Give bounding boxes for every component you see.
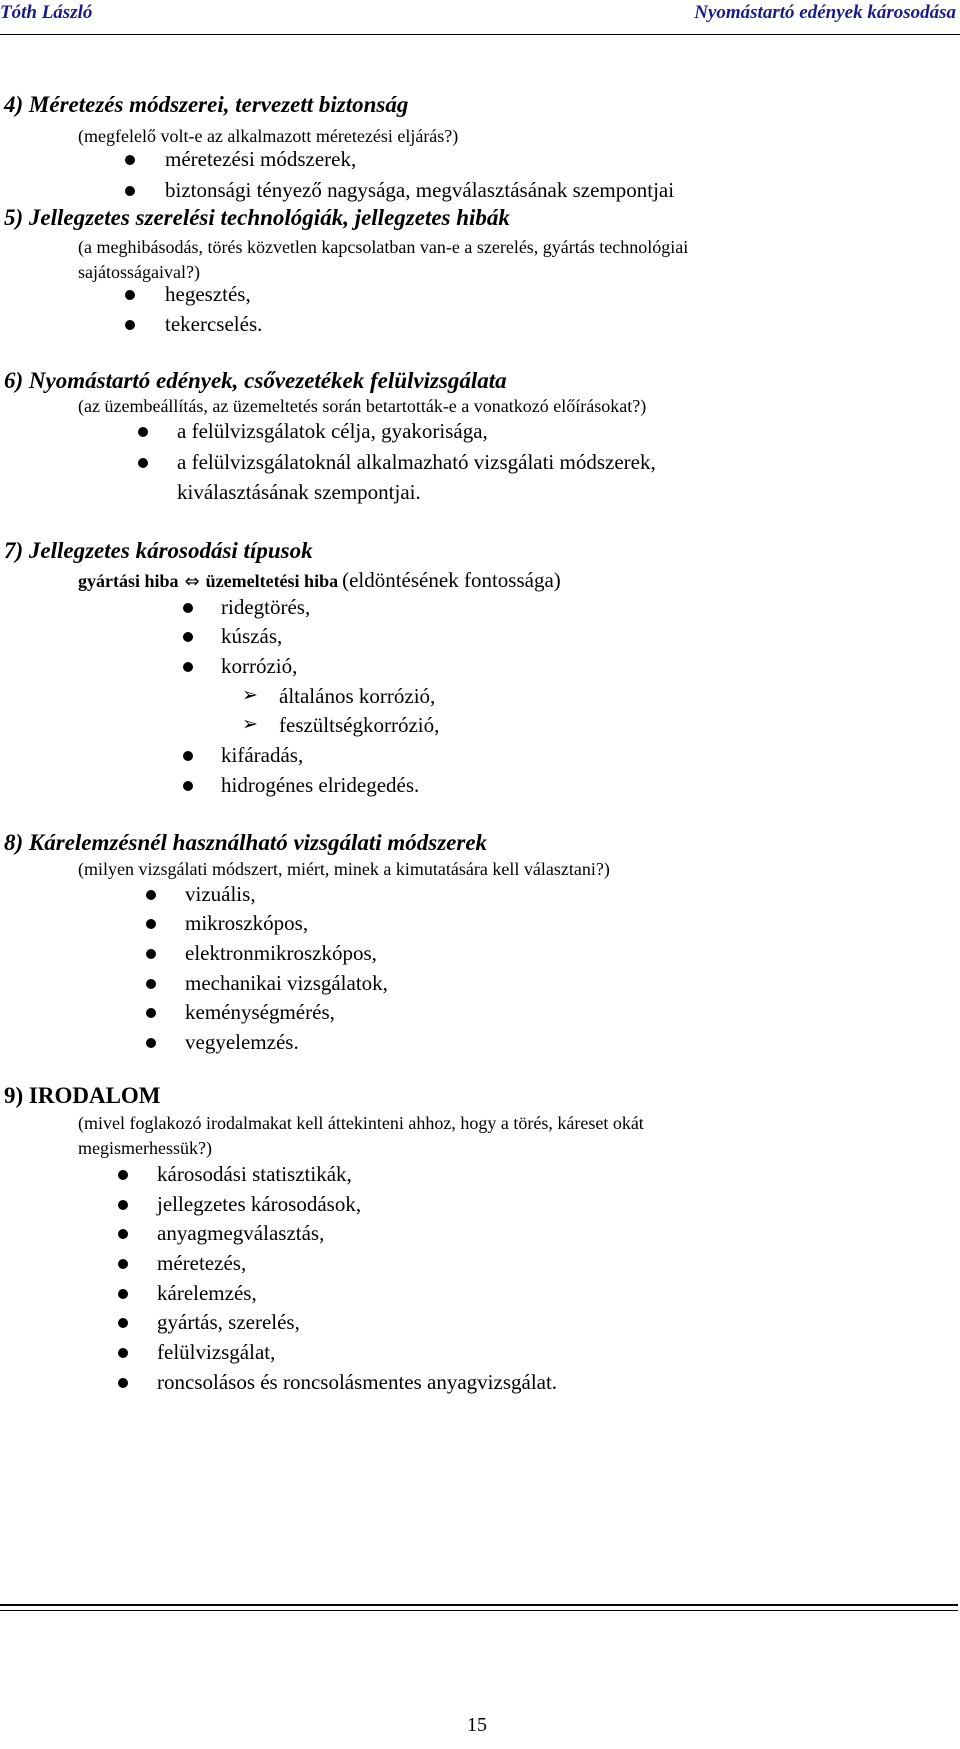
section-9-item: roncsolásos és roncsolásmentes anyagvizsgálat. — [157, 1370, 558, 1394]
section-9-item: anyagmegválasztás, — [157, 1221, 325, 1245]
section-9-item: károsodási statisztikák, — [157, 1162, 352, 1186]
section-4-item: méretezési módszerek, — [165, 147, 357, 171]
section-9-heading: 9) IRODALOM — [4, 1083, 161, 1108]
bullet-icon — [125, 186, 135, 196]
arrow-bullet-icon: ➢ — [242, 713, 258, 735]
section-8-item: mechanikai vizsgálatok, — [185, 971, 388, 995]
bullet-icon — [125, 155, 135, 165]
section-5-item: hegesztés, — [165, 282, 251, 306]
section-7-subitem: általános korrózió, — [279, 684, 436, 708]
operational-defect-label: üzemeltetési hiba — [205, 571, 339, 591]
section-7-subtitle — [78, 568, 561, 593]
section-5-note-line2: sajátosságaival?) — [78, 262, 200, 282]
section-7-item: hidrogénes elridegedés. — [221, 773, 420, 797]
arrow-bullet-icon: ➢ — [242, 684, 258, 706]
section-6-note: (az üzembeállítás, az üzemeltetés során betartották-e a vonatkozó előírásokat?) — [78, 396, 647, 416]
bullet-icon — [183, 781, 193, 791]
section-8-item: keménységmérés, — [185, 1000, 335, 1024]
section-4-heading: 4) Méretezés módszerei, tervezett biztonság — [4, 92, 409, 117]
page-number: 15 — [467, 1714, 487, 1736]
bullet-icon — [118, 1259, 128, 1269]
bullet-icon — [118, 1318, 128, 1328]
section-9-item: kárelemzés, — [157, 1281, 257, 1305]
section-8-note: (milyen vizsgálati módszert, miért, minek a kimutatására kell választani?) — [78, 859, 610, 879]
section-9-item: méretezés, — [157, 1251, 247, 1275]
section-7-item: kifáradás, — [221, 743, 304, 767]
bullet-icon — [146, 919, 156, 929]
section-6-item: a felülvizsgálatoknál alkalmazható vizsgálati módszerek, — [177, 450, 656, 474]
section-8-item: vegyelemzés. — [185, 1030, 299, 1054]
section-7-subitem: feszültségkorrózió, — [279, 713, 440, 737]
section-5-heading: 5) Jellegzetes szerelési technológiák, jellegzetes hibák — [4, 205, 510, 230]
section-9-item: felülvizsgálat, — [157, 1340, 276, 1364]
bullet-icon — [138, 458, 148, 468]
header-rule — [0, 34, 960, 35]
bullet-icon — [146, 979, 156, 989]
section-8-item: elektronmikroszkópos, — [185, 941, 377, 965]
bullet-icon — [118, 1200, 128, 1210]
bullet-icon — [118, 1378, 128, 1388]
bullet-icon — [146, 949, 156, 959]
bullet-icon — [118, 1289, 128, 1299]
section-7-heading: 7) Jellegzetes károsodási típusok — [4, 538, 313, 563]
bullet-icon — [125, 290, 135, 300]
section-8-heading: 8) Kárelemzésnél használható vizsgálati módszerek — [4, 830, 488, 855]
importance-label: (eldöntésének fontossága) — [342, 568, 561, 592]
bullet-icon — [118, 1348, 128, 1358]
bullet-icon — [138, 427, 148, 437]
bullet-icon — [183, 751, 193, 761]
section-6-heading: 6) Nyomástartó edények, csővezetékek felülvizsgálata — [4, 368, 507, 393]
section-4-item: biztonsági tényező nagysága, megválasztásának szempontjai — [165, 178, 675, 202]
bullet-icon — [125, 320, 135, 330]
header-author: Tóth László — [0, 2, 93, 23]
section-8-item: vizuális, — [185, 882, 256, 906]
bullet-icon — [146, 1038, 156, 1048]
section-8-item: mikroszkópos, — [185, 911, 309, 935]
bullet-icon — [146, 1008, 156, 1018]
section-7-item: ridegtörés, — [221, 595, 311, 619]
bullet-icon — [118, 1229, 128, 1239]
section-7-item: korrózió, — [221, 654, 298, 678]
bullet-icon — [183, 662, 193, 672]
double-arrow-icon: ⇔ — [184, 571, 200, 592]
section-9-item: gyártás, szerelés, — [157, 1310, 300, 1334]
section-6-item: a felülvizsgálatok célja, gyakorisága, — [177, 419, 488, 443]
bullet-icon — [183, 632, 193, 642]
section-9-note-line1: (mivel foglakozó irodalmakat kell áttekinteni ahhoz, hogy a törés, káreset okát — [78, 1113, 644, 1133]
section-6-continuation: kiválasztásának szempontjai. — [177, 480, 421, 504]
footer-double-rule — [0, 1604, 958, 1611]
manufacturing-defect-label: gyártási hiba — [78, 571, 179, 591]
header-title: Nyomástartó edények károsodása — [694, 2, 956, 23]
bullet-icon — [183, 603, 193, 613]
section-5-note-line1: (a meghibásodás, törés közvetlen kapcsolatban van-e a szerelés, gyártás technológiai — [78, 237, 689, 257]
section-7-item: kúszás, — [221, 624, 283, 648]
section-9-item: jellegzetes károsodások, — [157, 1192, 362, 1216]
section-4-note: (megfelelő volt-e az alkalmazott méretezési eljárás?) — [78, 126, 459, 146]
section-5-item: tekercselés. — [165, 312, 263, 336]
bullet-icon — [146, 890, 156, 900]
section-9-note-line2: megismerhessük?) — [78, 1138, 212, 1158]
bullet-icon — [118, 1170, 128, 1180]
